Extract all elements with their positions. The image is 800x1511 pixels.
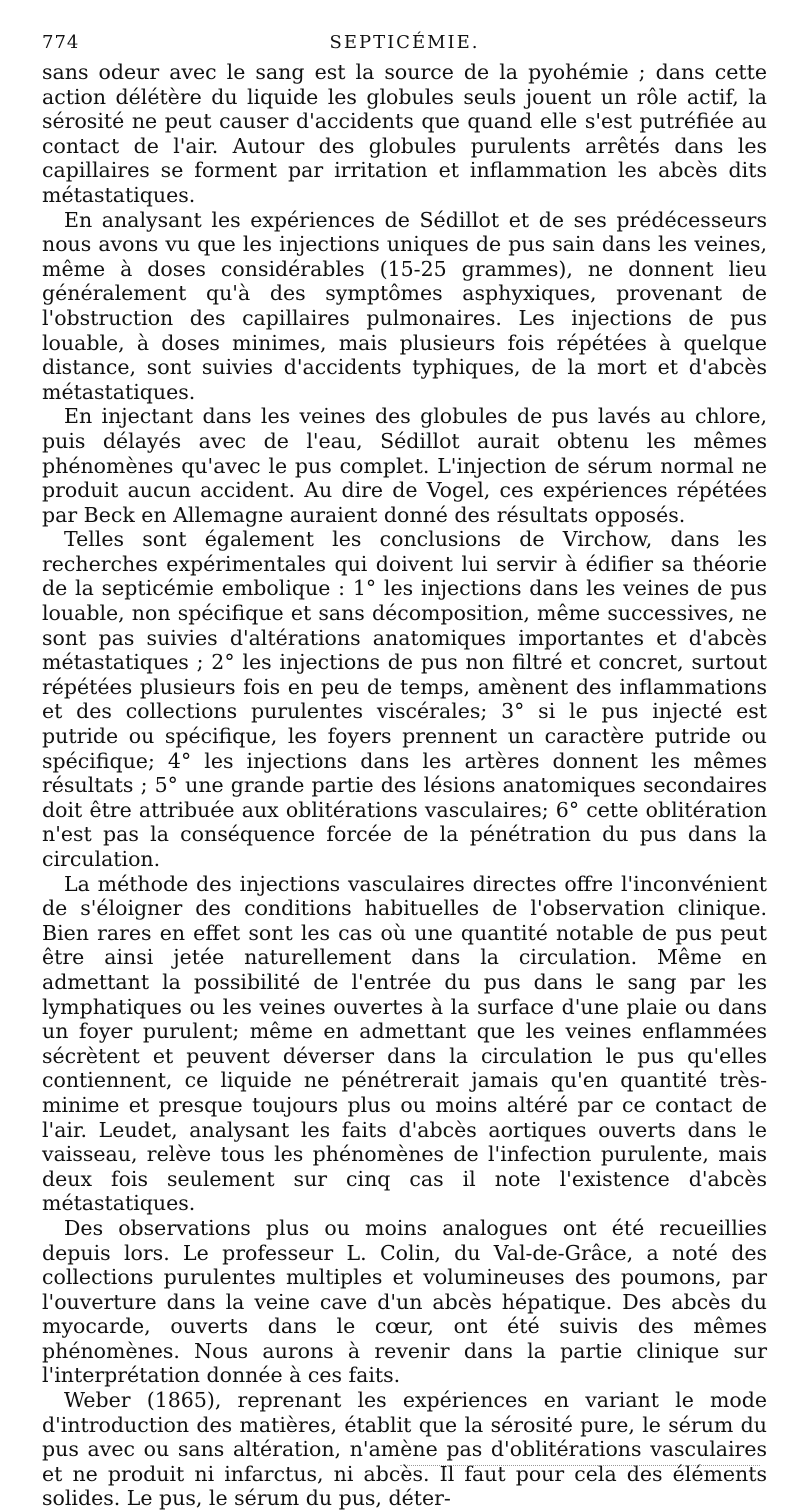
paragraph-continued: sans odeur avec le sang est la source de la pyohémie ; dans cette action délétère du liquide les globules seuls jouent un rôle actif, la sérosité ne peut causer d'accidents que quand elle s'est putréfiée au contact de l'air. Autour des globules purulents arrêtés dans les capillaires se forment par irritation et inflammation les abcès dits métastatiques. bbox=[42, 60, 767, 207]
chapter-title: SEPTICÉMIE. bbox=[329, 32, 480, 53]
paragraph-vascular-injection-method: La méthode des injections vasculaires directes offre l'inconvénient de s'éloigner des conditions habituelles de l'observation clinique. Bien rares en effet sont les cas où une quantité notable de pus peut être ainsi jetée naturellement dans la circulation. Même en admettant la possibilité de l'entrée du pus dans le sang par les lymphatiques ou les veines ouvertes à la surface d'une plaie ou dans un foyer purulent; même en admettant que les veines enflammées sécrètent et peuvent déverser dans la circulation le pus qu'elles contiennent, ce liquide ne pénétrerait jamais qu'en quantité très-minime et presque toujours plus ou moins altéré par ce contact de l'air. Leudet, analysant les faits d'abcès aortiques ouverts dans le vaisseau, relève tous les phénomènes de l'infection purulente, mais deux fois seulement sur cinq cas il note l'existence d'abcès métastatiques. bbox=[42, 871, 767, 1216]
paragraph-colin-observations: Des observations plus ou moins analogues ont été recueillies depuis lors. Le professeur L. Colin, du Val-de-Grâce, a noté des collections purulentes multiples et volumineuses des poumons, par l'ouverture dans la veine cave d'un abcès hépatique. Des abcès du myocarde, ouverts dans le cœur, ont été suivis des mêmes phénomènes. Nous aurons à revenir dans la partie clinique sur l'interprétation donnée à ces faits. bbox=[42, 1215, 767, 1388]
paragraph-chlorine-washed-globules: En injectant dans les veines des globules de pus lavés au chlore, puis délayés avec de l'eau, Sédillot aurait obtenu les mêmes phénomènes qu'avec le pus complet. L'injection de sérum normal ne produit aucun accident. Au dire de Vogel, ces expériences répétées par Beck en Allemagne auraient donné des résultats opposés. bbox=[42, 404, 767, 527]
footer-rule bbox=[400, 1465, 760, 1466]
paragraph-sedillot-experiments: En analysant les expériences de Sédillot et de ses prédécesseurs nous avons vu que les injections uniques de pus sain dans les veines, même à doses considérables (15-25 grammes), ne donnent lieu généralement qu'à des symptômes asphyxiques, provenant de l'obstruction des capillaires pulmonaires. Les injections de pus louable, à doses minimes, mais plusieurs fois répétées à quelque distance, sont suivies d'accidents typhiques, de la mort et d'abcès métastatiques. bbox=[42, 207, 767, 404]
book-page bbox=[42, 30, 767, 1511]
body-text bbox=[42, 60, 767, 1511]
paragraph-virchow-conclusions: Telles sont également les conclusions de Virchow, dans les recherches expérimentales qui doivent lui servir à édifier sa théorie de la septicémie embolique : 1° les injections dans les veines de pus louable, non spécifique et sans décomposition, même successives, ne sont pas suivies d'altérations anatomiques importantes et d'abcès métastatiques ; 2° les injections de pus non filtré et concret, surtout répétées plusieurs fois en peu de temps, amènent des inflammations et des collections purulentes viscérales; 3° si le pus injecté est putride ou spécifique, les foyers prennent un caractère putride ou spécifique; 4° les injections dans les artères donnent les mêmes résultats ; 5° une grande partie des lésions anatomiques secondaires doit être attribuée aux oblitérations vasculaires; 6° cette oblitération n'est pas la conséquence forcée de la pénétration du pus dans la circulation. bbox=[42, 527, 767, 871]
running-head bbox=[42, 30, 767, 60]
page-number: 774 bbox=[42, 32, 80, 53]
paragraph-weber-1865: Weber (1865), reprenant les expériences en variant le mode d'introduction des matières, établit que la sérosité pure, le sérum du pus avec ou sans altération, n'amène pas d'oblitérations vasculaires et ne produit ni infarctus, ni abcès. Il faut pour cela des éléments solides. Le pus, le sérum du pus, déter- bbox=[42, 1388, 767, 1511]
